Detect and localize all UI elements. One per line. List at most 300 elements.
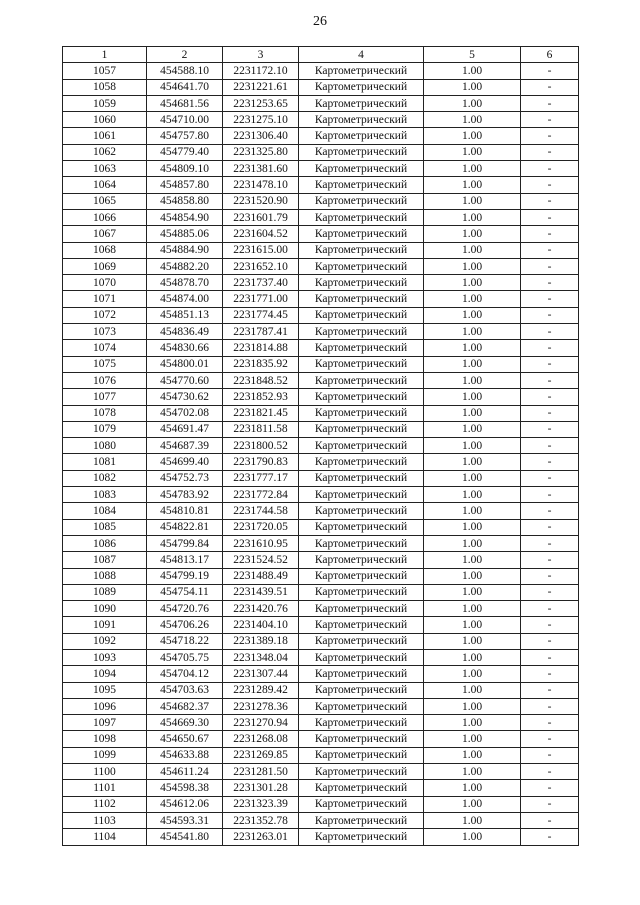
y-coordinate-cell: 2231404.10 (223, 617, 299, 633)
table-row (63, 258, 579, 274)
note-cell: - (521, 307, 579, 323)
note-cell: - (521, 649, 579, 665)
accuracy-cell: 1.00 (424, 128, 521, 144)
note-cell: - (521, 454, 579, 470)
point-number-cell: 1081 (63, 454, 147, 470)
note-cell: - (521, 144, 579, 160)
point-number-cell: 1091 (63, 617, 147, 633)
x-coordinate-cell: 454720.76 (147, 601, 223, 617)
y-coordinate-cell: 2231720.05 (223, 519, 299, 535)
point-number-cell: 1060 (63, 112, 147, 128)
accuracy-cell: 1.00 (424, 584, 521, 600)
method-cell: Картометрический (299, 747, 424, 763)
x-coordinate-cell: 454612.06 (147, 796, 223, 812)
x-coordinate-cell: 454857.80 (147, 177, 223, 193)
y-coordinate-cell: 2231172.10 (223, 63, 299, 79)
note-cell: - (521, 552, 579, 568)
x-coordinate-cell: 454813.17 (147, 552, 223, 568)
x-coordinate-cell: 454885.06 (147, 226, 223, 242)
column-header: 6 (521, 47, 579, 63)
y-coordinate-cell: 2231325.80 (223, 144, 299, 160)
table-row (63, 503, 579, 519)
accuracy-cell: 1.00 (424, 95, 521, 111)
x-coordinate-cell: 454882.20 (147, 258, 223, 274)
x-coordinate-cell: 454730.62 (147, 389, 223, 405)
method-cell: Картометрический (299, 161, 424, 177)
point-number-cell: 1083 (63, 487, 147, 503)
table-row (63, 438, 579, 454)
point-number-cell: 1097 (63, 715, 147, 731)
note-cell: - (521, 275, 579, 291)
column-header: 2 (147, 47, 223, 63)
table-row (63, 291, 579, 307)
point-number-cell: 1068 (63, 242, 147, 258)
method-cell: Картометрический (299, 258, 424, 274)
table-row (63, 95, 579, 111)
note-cell: - (521, 112, 579, 128)
accuracy-cell: 1.00 (424, 796, 521, 812)
accuracy-cell: 1.00 (424, 617, 521, 633)
point-number-cell: 1101 (63, 780, 147, 796)
y-coordinate-cell: 2231389.18 (223, 633, 299, 649)
x-coordinate-cell: 454702.08 (147, 405, 223, 421)
method-cell: Картометрический (299, 682, 424, 698)
column-header: 4 (299, 47, 424, 63)
accuracy-cell: 1.00 (424, 389, 521, 405)
x-coordinate-cell: 454851.13 (147, 307, 223, 323)
method-cell: Картометрический (299, 764, 424, 780)
note-cell: - (521, 715, 579, 731)
x-coordinate-cell: 454705.75 (147, 649, 223, 665)
point-number-cell: 1096 (63, 698, 147, 714)
point-number-cell: 1080 (63, 438, 147, 454)
note-cell: - (521, 291, 579, 307)
method-cell: Картометрический (299, 112, 424, 128)
accuracy-cell: 1.00 (424, 324, 521, 340)
table-row (63, 112, 579, 128)
accuracy-cell: 1.00 (424, 307, 521, 323)
accuracy-cell: 1.00 (424, 356, 521, 372)
note-cell: - (521, 372, 579, 388)
method-cell: Картометрический (299, 649, 424, 665)
x-coordinate-cell: 454810.81 (147, 503, 223, 519)
point-number-cell: 1088 (63, 568, 147, 584)
point-number-cell: 1071 (63, 291, 147, 307)
point-number-cell: 1099 (63, 747, 147, 763)
x-coordinate-cell: 454799.19 (147, 568, 223, 584)
y-coordinate-cell: 2231821.45 (223, 405, 299, 421)
x-coordinate-cell: 454757.80 (147, 128, 223, 144)
point-number-cell: 1086 (63, 535, 147, 551)
table-row (63, 633, 579, 649)
point-number-cell: 1089 (63, 584, 147, 600)
note-cell: - (521, 764, 579, 780)
table-row (63, 747, 579, 763)
y-coordinate-cell: 2231307.44 (223, 666, 299, 682)
note-cell: - (521, 193, 579, 209)
method-cell: Картометрический (299, 209, 424, 225)
accuracy-cell: 1.00 (424, 112, 521, 128)
method-cell: Картометрический (299, 291, 424, 307)
y-coordinate-cell: 2231800.52 (223, 438, 299, 454)
accuracy-cell: 1.00 (424, 454, 521, 470)
x-coordinate-cell: 454830.66 (147, 340, 223, 356)
x-coordinate-cell: 454822.81 (147, 519, 223, 535)
y-coordinate-cell: 2231835.92 (223, 356, 299, 372)
point-number-cell: 1062 (63, 144, 147, 160)
point-number-cell: 1078 (63, 405, 147, 421)
table-row (63, 209, 579, 225)
table-row (63, 552, 579, 568)
y-coordinate-cell: 2231610.95 (223, 535, 299, 551)
method-cell: Картометрический (299, 372, 424, 388)
accuracy-cell: 1.00 (424, 372, 521, 388)
point-number-cell: 1098 (63, 731, 147, 747)
x-coordinate-cell: 454770.60 (147, 372, 223, 388)
x-coordinate-cell: 454541.80 (147, 829, 223, 845)
method-cell: Картометрический (299, 177, 424, 193)
note-cell: - (521, 747, 579, 763)
table-row (63, 731, 579, 747)
table-row (63, 242, 579, 258)
x-coordinate-cell: 454598.38 (147, 780, 223, 796)
note-cell: - (521, 617, 579, 633)
method-cell: Картометрический (299, 128, 424, 144)
point-number-cell: 1061 (63, 128, 147, 144)
y-coordinate-cell: 2231852.93 (223, 389, 299, 405)
method-cell: Картометрический (299, 144, 424, 160)
point-number-cell: 1066 (63, 209, 147, 225)
y-coordinate-cell: 2231774.45 (223, 307, 299, 323)
y-coordinate-cell: 2231601.79 (223, 209, 299, 225)
method-cell: Картометрический (299, 63, 424, 79)
column-header: 5 (424, 47, 521, 63)
table-row (63, 470, 579, 486)
y-coordinate-cell: 2231488.49 (223, 568, 299, 584)
y-coordinate-cell: 2231848.52 (223, 372, 299, 388)
x-coordinate-cell: 454858.80 (147, 193, 223, 209)
y-coordinate-cell: 2231615.00 (223, 242, 299, 258)
note-cell: - (521, 666, 579, 682)
method-cell: Картометрический (299, 356, 424, 372)
note-cell: - (521, 796, 579, 812)
table-row (63, 128, 579, 144)
table-row (63, 405, 579, 421)
accuracy-cell: 1.00 (424, 226, 521, 242)
table-row (63, 780, 579, 796)
table-row (63, 177, 579, 193)
table-row (63, 193, 579, 209)
accuracy-cell: 1.00 (424, 666, 521, 682)
method-cell: Картометрический (299, 666, 424, 682)
note-cell: - (521, 242, 579, 258)
method-cell: Картометрический (299, 340, 424, 356)
y-coordinate-cell: 2231275.10 (223, 112, 299, 128)
method-cell: Картометрический (299, 617, 424, 633)
y-coordinate-cell: 2231352.78 (223, 812, 299, 828)
accuracy-cell: 1.00 (424, 421, 521, 437)
accuracy-cell: 1.00 (424, 177, 521, 193)
x-coordinate-cell: 454669.30 (147, 715, 223, 731)
note-cell: - (521, 601, 579, 617)
method-cell: Картометрический (299, 568, 424, 584)
accuracy-cell: 1.00 (424, 63, 521, 79)
note-cell: - (521, 258, 579, 274)
accuracy-cell: 1.00 (424, 519, 521, 535)
accuracy-cell: 1.00 (424, 601, 521, 617)
y-coordinate-cell: 2231520.90 (223, 193, 299, 209)
table-row (63, 568, 579, 584)
note-cell: - (521, 389, 579, 405)
method-cell: Картометрический (299, 487, 424, 503)
method-cell: Картометрический (299, 275, 424, 291)
note-cell: - (521, 226, 579, 242)
x-coordinate-cell: 454884.90 (147, 242, 223, 258)
accuracy-cell: 1.00 (424, 715, 521, 731)
note-cell: - (521, 356, 579, 372)
y-coordinate-cell: 2231268.08 (223, 731, 299, 747)
note-cell: - (521, 584, 579, 600)
x-coordinate-cell: 454854.90 (147, 209, 223, 225)
point-number-cell: 1087 (63, 552, 147, 568)
accuracy-cell: 1.00 (424, 470, 521, 486)
point-number-cell: 1058 (63, 79, 147, 95)
x-coordinate-cell: 454699.40 (147, 454, 223, 470)
point-number-cell: 1104 (63, 829, 147, 845)
point-number-cell: 1095 (63, 682, 147, 698)
method-cell: Картометрический (299, 633, 424, 649)
point-number-cell: 1065 (63, 193, 147, 209)
note-cell: - (521, 487, 579, 503)
x-coordinate-cell: 454836.49 (147, 324, 223, 340)
method-cell: Картометрический (299, 796, 424, 812)
point-number-cell: 1067 (63, 226, 147, 242)
point-number-cell: 1075 (63, 356, 147, 372)
note-cell: - (521, 535, 579, 551)
y-coordinate-cell: 2231652.10 (223, 258, 299, 274)
table-row (63, 649, 579, 665)
y-coordinate-cell: 2231524.52 (223, 552, 299, 568)
accuracy-cell: 1.00 (424, 552, 521, 568)
x-coordinate-cell: 454809.10 (147, 161, 223, 177)
column-header: 3 (223, 47, 299, 63)
y-coordinate-cell: 2231737.40 (223, 275, 299, 291)
note-cell: - (521, 698, 579, 714)
table-row (63, 63, 579, 79)
note-cell: - (521, 682, 579, 698)
column-header: 1 (63, 47, 147, 63)
accuracy-cell: 1.00 (424, 764, 521, 780)
y-coordinate-cell: 2231381.60 (223, 161, 299, 177)
point-number-cell: 1063 (63, 161, 147, 177)
method-cell: Картометрический (299, 438, 424, 454)
x-coordinate-cell: 454718.22 (147, 633, 223, 649)
point-number-cell: 1059 (63, 95, 147, 111)
point-number-cell: 1102 (63, 796, 147, 812)
accuracy-cell: 1.00 (424, 633, 521, 649)
x-coordinate-cell: 454633.88 (147, 747, 223, 763)
accuracy-cell: 1.00 (424, 193, 521, 209)
y-coordinate-cell: 2231787.41 (223, 324, 299, 340)
y-coordinate-cell: 2231777.17 (223, 470, 299, 486)
note-cell: - (521, 63, 579, 79)
note-cell: - (521, 128, 579, 144)
x-coordinate-cell: 454704.12 (147, 666, 223, 682)
table-row (63, 715, 579, 731)
point-number-cell: 1073 (63, 324, 147, 340)
accuracy-cell: 1.00 (424, 780, 521, 796)
method-cell: Картометрический (299, 421, 424, 437)
accuracy-cell: 1.00 (424, 438, 521, 454)
table-row (63, 584, 579, 600)
table-row (63, 487, 579, 503)
table-row (63, 698, 579, 714)
accuracy-cell: 1.00 (424, 161, 521, 177)
table-row (63, 307, 579, 323)
point-number-cell: 1077 (63, 389, 147, 405)
accuracy-cell: 1.00 (424, 405, 521, 421)
note-cell: - (521, 405, 579, 421)
y-coordinate-cell: 2231772.84 (223, 487, 299, 503)
method-cell: Картометрический (299, 307, 424, 323)
table-row (63, 161, 579, 177)
point-number-cell: 1079 (63, 421, 147, 437)
x-coordinate-cell: 454703.63 (147, 682, 223, 698)
method-cell: Картометрический (299, 812, 424, 828)
table-row (63, 519, 579, 535)
accuracy-cell: 1.00 (424, 535, 521, 551)
point-number-cell: 1092 (63, 633, 147, 649)
method-cell: Картометрический (299, 324, 424, 340)
point-number-cell: 1084 (63, 503, 147, 519)
note-cell: - (521, 519, 579, 535)
y-coordinate-cell: 2231420.76 (223, 601, 299, 617)
table-row (63, 454, 579, 470)
accuracy-cell: 1.00 (424, 487, 521, 503)
method-cell: Картометрический (299, 698, 424, 714)
point-number-cell: 1085 (63, 519, 147, 535)
note-cell: - (521, 177, 579, 193)
table-row (63, 421, 579, 437)
method-cell: Картометрический (299, 715, 424, 731)
method-cell: Картометрический (299, 519, 424, 535)
accuracy-cell: 1.00 (424, 812, 521, 828)
accuracy-cell: 1.00 (424, 731, 521, 747)
table-row (63, 226, 579, 242)
accuracy-cell: 1.00 (424, 568, 521, 584)
table-row (63, 617, 579, 633)
point-number-cell: 1076 (63, 372, 147, 388)
x-coordinate-cell: 454800.01 (147, 356, 223, 372)
accuracy-cell: 1.00 (424, 698, 521, 714)
y-coordinate-cell: 2231790.83 (223, 454, 299, 470)
method-cell: Картометрический (299, 535, 424, 551)
method-cell: Картометрический (299, 470, 424, 486)
accuracy-cell: 1.00 (424, 291, 521, 307)
point-number-cell: 1090 (63, 601, 147, 617)
method-cell: Картометрический (299, 601, 424, 617)
y-coordinate-cell: 2231221.61 (223, 79, 299, 95)
method-cell: Картометрический (299, 584, 424, 600)
method-cell: Картометрический (299, 552, 424, 568)
table-row (63, 829, 579, 845)
method-cell: Картометрический (299, 242, 424, 258)
y-coordinate-cell: 2231263.01 (223, 829, 299, 845)
table-row (63, 324, 579, 340)
x-coordinate-cell: 454710.00 (147, 112, 223, 128)
point-number-cell: 1074 (63, 340, 147, 356)
accuracy-cell: 1.00 (424, 275, 521, 291)
y-coordinate-cell: 2231814.88 (223, 340, 299, 356)
table-row (63, 144, 579, 160)
table-row (63, 372, 579, 388)
note-cell: - (521, 421, 579, 437)
note-cell: - (521, 812, 579, 828)
method-cell: Картометрический (299, 454, 424, 470)
accuracy-cell: 1.00 (424, 209, 521, 225)
y-coordinate-cell: 2231478.10 (223, 177, 299, 193)
method-cell: Картометрический (299, 79, 424, 95)
page-number: 26 (313, 14, 327, 29)
accuracy-cell: 1.00 (424, 682, 521, 698)
x-coordinate-cell: 454588.10 (147, 63, 223, 79)
method-cell: Картометрический (299, 503, 424, 519)
method-cell: Картометрический (299, 95, 424, 111)
x-coordinate-cell: 454752.73 (147, 470, 223, 486)
y-coordinate-cell: 2231744.58 (223, 503, 299, 519)
point-number-cell: 1070 (63, 275, 147, 291)
x-coordinate-cell: 454799.84 (147, 535, 223, 551)
x-coordinate-cell: 454641.70 (147, 79, 223, 95)
point-number-cell: 1103 (63, 812, 147, 828)
point-number-cell: 1069 (63, 258, 147, 274)
accuracy-cell: 1.00 (424, 829, 521, 845)
y-coordinate-cell: 2231439.51 (223, 584, 299, 600)
table-row (63, 340, 579, 356)
table-row (63, 79, 579, 95)
note-cell: - (521, 324, 579, 340)
table-row (63, 682, 579, 698)
table-row (63, 812, 579, 828)
method-cell: Картометрический (299, 780, 424, 796)
table-row (63, 275, 579, 291)
note-cell: - (521, 161, 579, 177)
x-coordinate-cell: 454682.37 (147, 698, 223, 714)
method-cell: Картометрический (299, 405, 424, 421)
accuracy-cell: 1.00 (424, 79, 521, 95)
method-cell: Картометрический (299, 829, 424, 845)
note-cell: - (521, 503, 579, 519)
point-number-cell: 1094 (63, 666, 147, 682)
note-cell: - (521, 340, 579, 356)
y-coordinate-cell: 2231604.52 (223, 226, 299, 242)
method-cell: Картометрический (299, 226, 424, 242)
method-cell: Картометрический (299, 731, 424, 747)
y-coordinate-cell: 2231811.58 (223, 421, 299, 437)
y-coordinate-cell: 2231289.42 (223, 682, 299, 698)
note-cell: - (521, 470, 579, 486)
x-coordinate-cell: 454783.92 (147, 487, 223, 503)
note-cell: - (521, 438, 579, 454)
point-number-cell: 1072 (63, 307, 147, 323)
y-coordinate-cell: 2231771.00 (223, 291, 299, 307)
y-coordinate-cell: 2231269.85 (223, 747, 299, 763)
point-number-cell: 1100 (63, 764, 147, 780)
y-coordinate-cell: 2231278.36 (223, 698, 299, 714)
x-coordinate-cell: 454706.26 (147, 617, 223, 633)
x-coordinate-cell: 454878.70 (147, 275, 223, 291)
point-number-cell: 1093 (63, 649, 147, 665)
